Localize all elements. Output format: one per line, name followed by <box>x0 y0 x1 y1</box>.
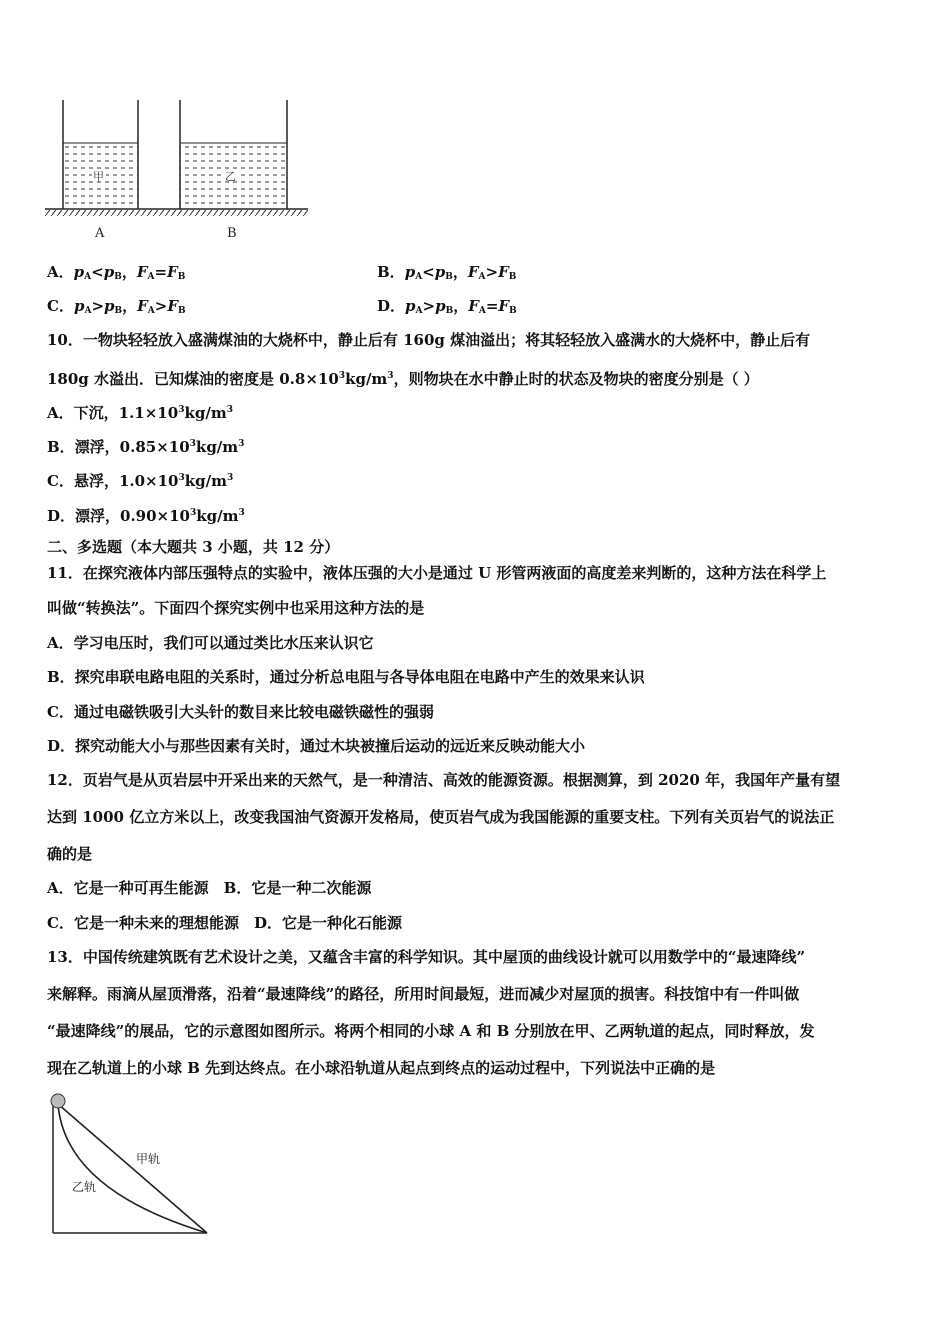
q10-option-b: B．漂浮，$0.85\times 10^3kg/m^3$ <box>47 438 245 456</box>
liquid-b-label: 乙 <box>225 170 236 183</box>
liquid-a-label: 甲 <box>93 170 104 183</box>
q10-line2: 180g 水溢出．已知煤油的密度是 $0.8\times 10^3kg/m^3$，则物块在水中静止时的状态及物块的密度分别是（ ） <box>47 370 759 388</box>
label-b: B <box>227 226 237 241</box>
q11-option-d: D．探究动能大小与那些因素有关时，通过木块被撞后运动的远近来反映动能大小 <box>47 737 586 755</box>
q11-line1: 11．在探究液体内部压强特点的实验中，液体压强的大小是通过 U 形管两液面的高度差来判断的，这种方法在科学上 <box>47 564 827 582</box>
q10-option-d: D．漂浮，$0.90\times 10^3kg/m^3$ <box>47 507 245 525</box>
q12-options-ab: A．它是一种可再生能源 B．它是一种二次能源 <box>47 879 372 897</box>
q13-line2: 来解释。雨滴从屋顶滑落，沿着“最速降线”的路径，所用时间最短，进而减少对屋顶的损害。科技馆中有一件叫做 <box>47 985 800 1003</box>
q9-option-d: D．$p_A>p_B$，$F_A=F_B$ <box>377 297 517 316</box>
q13-line1: 13．中国传统建筑既有艺术设计之美，又蕴含丰富的科学知识。其中屋顶的曲线设计就可以用数学中的“最速降线” <box>47 948 806 966</box>
q12-line3: 确的是 <box>47 845 93 863</box>
q11-option-a: A．学习电压时，我们可以通过类比水压来认识它 <box>47 634 374 652</box>
label-a: A <box>95 226 105 241</box>
q12-line1: 12．页岩气是从页岩层中开采出来的天然气，是一种清洁、高效的能源资源。根据测算，到 2020 年，我国年产量有望 <box>47 771 841 789</box>
q9-option-b: B．$p_A<p_B$，$F_A>F_B$ <box>377 263 517 282</box>
containers-figure <box>40 95 315 245</box>
track-jia <box>58 1104 207 1233</box>
track-jia-label: 甲轨 <box>136 1152 161 1166</box>
q11-line2: 叫做“转换法”。下面四个探究实例中也采用这种方法的是 <box>47 599 425 617</box>
q10-option-c: C．悬浮，$1.0\times 10^3kg/m^3$ <box>47 472 234 490</box>
section2-heading: 二、多选题（本大题共 3 小题，共 12 分） <box>47 538 340 556</box>
q10-option-a: A．下沉，$1.1\times 10^3kg/m^3$ <box>47 404 233 422</box>
q11-option-c: C．通过电磁铁吸引大头针的数目来比较电磁铁磁性的强弱 <box>47 703 434 721</box>
q13-line3: “最速降线”的展品，它的示意图如图所示。将两个相同的小球 A 和 B 分别放在甲、乙两轨道的起点，同时释放，发 <box>47 1022 815 1040</box>
container-b <box>180 100 287 209</box>
track-yi-label: 乙轨 <box>72 1180 97 1194</box>
q12-options-cd: C．它是一种未来的理想能源 D．它是一种化石能源 <box>47 914 402 932</box>
q9-option-c: C．$p_A>p_B$，$F_A>F_B$ <box>47 297 186 316</box>
q12-line2: 达到 1000 亿立方米以上，改变我国油气资源开发格局，使页岩气成为我国能源的重要支柱。下列有关页岩气的说法正 <box>47 808 835 826</box>
ball-icon <box>51 1094 65 1108</box>
q10-line1: 10．一物块轻轻放入盛满煤油的大烧杯中，静止后有 160g 煤油溢出；将其轻轻放入盛满水的大烧杯中，静止后有 <box>47 331 811 349</box>
container-a <box>63 100 138 209</box>
q13-line4: 现在乙轨道上的小球 B 先到达终点。在小球沿轨道从起点到终点的运动过程中，下列说法中正确的是 <box>47 1059 716 1077</box>
track-figure <box>40 1090 220 1240</box>
q11-option-b: B．探究串联电路电阻的关系时，通过分析总电阻与各导体电阻在电路中产生的效果来认识 <box>47 668 645 686</box>
q9-option-a: A．$p_A<p_B$，$F_A=F_B$ <box>47 263 186 282</box>
